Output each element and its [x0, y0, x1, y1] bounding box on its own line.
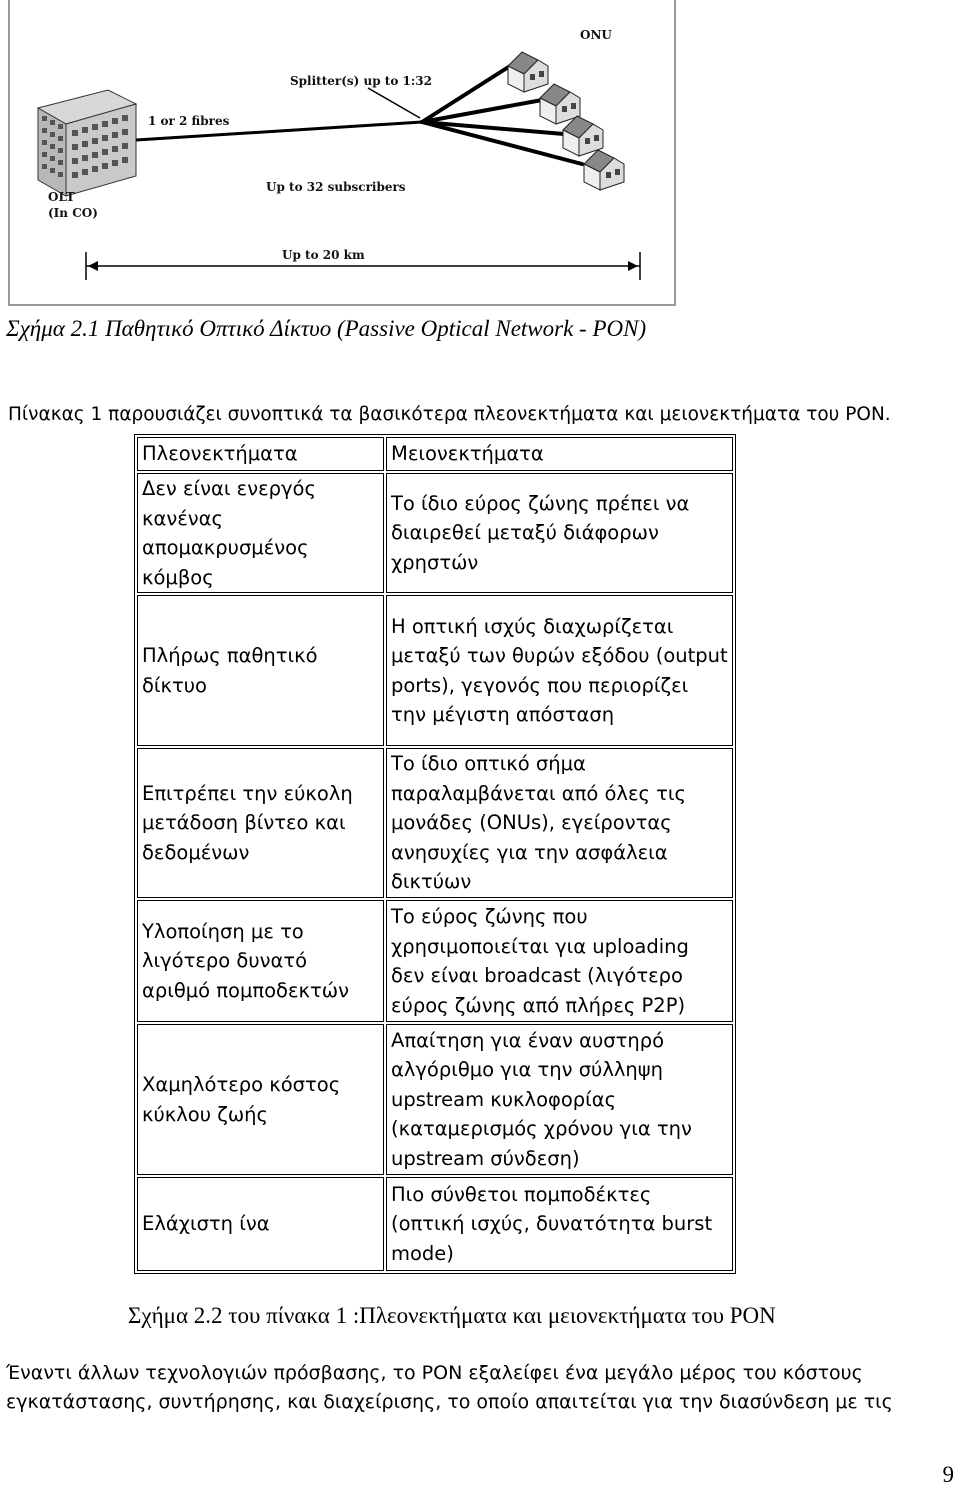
advantage-cell: Υλοποίηση με το λιγότερο δυνατό αριθμό πομποδεκτών — [137, 900, 384, 1022]
house-icon — [540, 84, 580, 124]
disadvantage-cell: Το εύρος ζώνης που χρησιμοποιείται για uploading δεν είναι broadcast (λιγότερο εύρος ζώνης από πλήρες P2P) — [386, 900, 733, 1022]
disadvantage-cell: Το ίδιο οπτικό σήμα παραλαμβάνεται από όλες τις μονάδες (ONUs), εγείροντας ανησυχίες για την ασφάλεια δικτύων — [386, 748, 733, 898]
paragraph-line: Έναντι άλλων τεχνολογιών πρόσβασης, το PON εξαλείφει ένα μεγάλο μέρος του κόστους — [6, 1362, 863, 1384]
paragraph-line: εγκατάστασης, συντήρησης, και διαχείρισης, το οποίο απαιτείται για την διασύνδεση με τις — [6, 1391, 893, 1413]
pon-diagram — [8, 0, 676, 306]
advantage-cell: Χαμηλότερο κόστος κύκλου ζωής — [137, 1024, 384, 1174]
house-icon — [584, 150, 624, 190]
intro-text: Πίνακας 1 παρουσιάζει συνοπτικά τα βασικότερα πλεονεκτήματα και μειονεκτήματα του PON. — [8, 404, 891, 425]
figure-caption: Σχήμα 2.1 Παθητικό Οπτικό Δίκτυο (Passive Optical Network - PON) — [6, 316, 647, 341]
onu-label: ONU — [580, 28, 612, 42]
disadvantage-cell: Απαίτηση για έναν αυστηρό αλγόριθμο για την σύλληψη upstream κυκλοφορίας (καταμερισμός χρόνου για την upstream σύνδεση) — [386, 1024, 733, 1174]
header-disadvantages: Μειονεκτήματα — [386, 437, 733, 471]
subscribers-label: Up to 32 subscribers — [266, 180, 406, 194]
disadvantage-cell: Πιο σύνθετοι πομποδέκτες (οπτική ισχύς, δυνατότητα burst mode) — [386, 1177, 733, 1271]
table-row — [137, 748, 733, 898]
olt-location-label: (In CO) — [48, 206, 98, 220]
table-caption: Σχήμα 2.2 του πίνακα 1 :Πλεονεκτήματα και μειονεκτήματα του PON — [128, 1303, 776, 1328]
distance-label: Up to 20 km — [282, 248, 365, 262]
table-row — [137, 900, 733, 1022]
onu-houses — [508, 52, 624, 190]
disadvantage-cell: Το ίδιο εύρος ζώνης πρέπει να διαιρεθεί μεταξύ διάφορων χρηστών — [386, 473, 733, 593]
olt-building — [38, 90, 136, 196]
advantage-cell: Δεν είναι ενεργός κανένας απομακρυσμένος κόμβος — [137, 473, 384, 593]
page-number: 9 — [942, 1462, 954, 1487]
header-advantages: Πλεονεκτήματα — [137, 437, 384, 471]
table-row — [137, 1177, 733, 1271]
house-icon — [563, 116, 603, 156]
olt-label: OLT — [48, 190, 75, 204]
advantage-cell: Επιτρέπει την εύκολη μετάδοση βίντεο και δεδομένων — [137, 748, 384, 898]
disadvantage-cell: Η οπτική ισχύς διαχωρίζεται μεταξύ των θυρών εξόδου (output ports), γεγονός που περιορίζει την μέγιστη απόσταση — [386, 595, 733, 745]
table-row — [137, 473, 733, 593]
splitter-label: Splitter(s) up to 1:32 — [290, 74, 433, 88]
splitter-pointer — [368, 88, 420, 118]
pon-pros-cons-table — [134, 434, 736, 1274]
advantage-cell: Ελάχιστη ίνα — [137, 1177, 384, 1271]
house-icon — [508, 52, 548, 92]
table-row — [137, 595, 733, 745]
table-header-row — [137, 437, 733, 471]
table-row — [137, 1024, 733, 1174]
advantage-cell: Πλήρως παθητικό δίκτυο — [137, 595, 384, 745]
fibres-label: 1 or 2 fibres — [148, 114, 230, 128]
